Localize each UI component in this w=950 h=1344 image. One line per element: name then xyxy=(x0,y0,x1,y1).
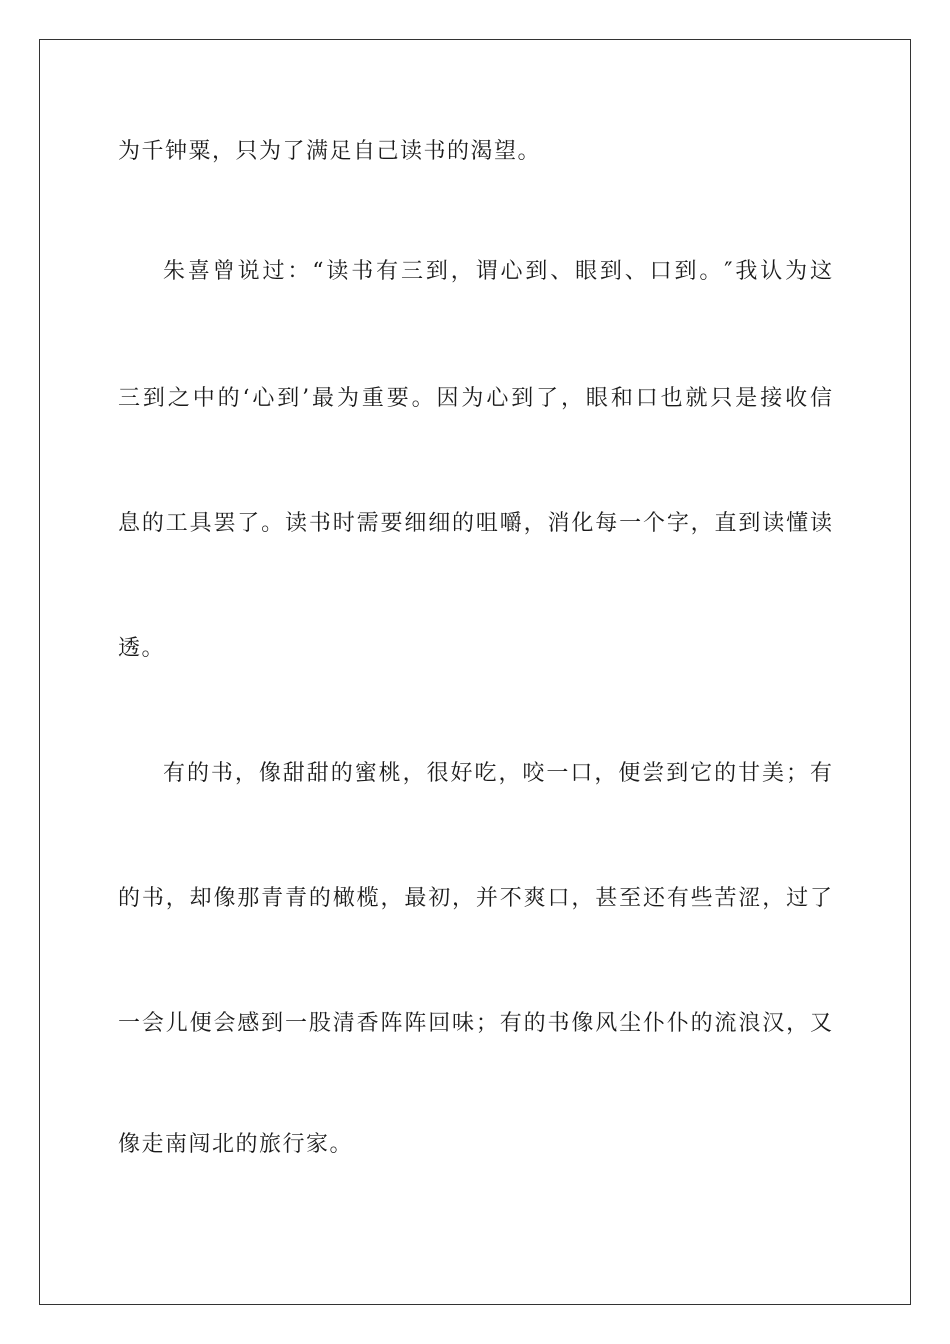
text-line: 的书，却像那青青的橄榄，最初，并不爽口，甚至还有些苦涩，过了 xyxy=(118,886,832,911)
text-line: 透。 xyxy=(118,636,166,661)
text-line: 三到之中的‘心到’最为重要。因为心到了，眼和口也就只是接收信 xyxy=(118,386,832,411)
text-line: 为千钟粟，只为了满足自己读书的渴望。 xyxy=(118,139,542,164)
page-border xyxy=(39,39,911,1305)
text-line: 有的书，像甜甜的蜜桃，很好吃，咬一口，便尝到它的甘美；有 xyxy=(163,761,832,786)
text-line: 息的工具罢了。读书时需要细细的咀嚼，消化每一个字，直到读懂读 xyxy=(118,511,832,536)
text-line: 一会儿便会感到一股清香阵阵回味；有的书像风尘仆仆的流浪汉，又 xyxy=(118,1011,832,1036)
text-line: 朱喜曾说过：“读书有三到，谓心到、眼到、口到。″我认为这 xyxy=(163,259,832,284)
text-line: 像走南闯北的旅行家。 xyxy=(118,1132,354,1157)
